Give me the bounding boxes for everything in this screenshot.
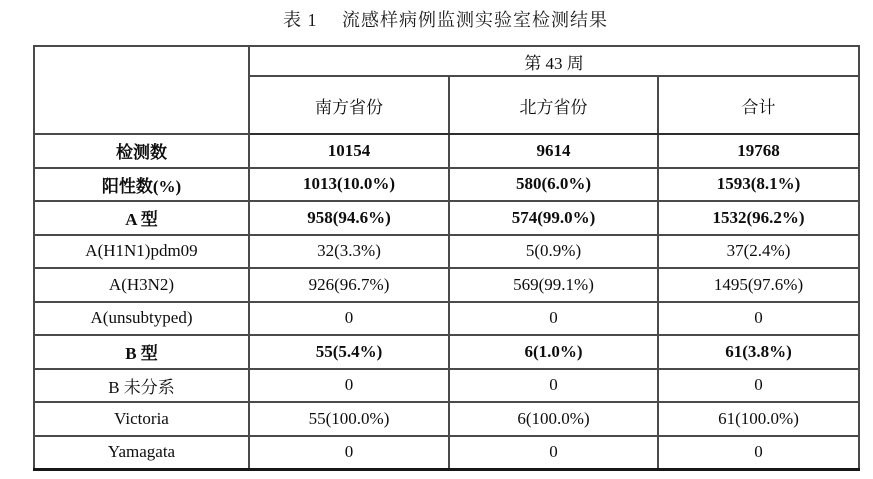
table-row bbox=[34, 302, 859, 336]
table-row bbox=[34, 268, 859, 302]
row-label: Victoria bbox=[34, 402, 249, 436]
corner-cell bbox=[34, 46, 249, 134]
cell-value: 32(3.3%) bbox=[249, 235, 449, 269]
cell-value: 6(1.0%) bbox=[449, 335, 658, 369]
table-row bbox=[34, 402, 859, 436]
cell-value: 5(0.9%) bbox=[449, 235, 658, 269]
cell-value: 0 bbox=[249, 369, 449, 403]
cell-value: 0 bbox=[249, 436, 449, 470]
column-header-south: 南方省份 bbox=[249, 76, 449, 134]
cell-value: 37(2.4%) bbox=[658, 235, 859, 269]
cell-value: 1532(96.2%) bbox=[658, 201, 859, 235]
row-label: A(H1N1)pdm09 bbox=[34, 235, 249, 269]
cell-value: 1495(97.6%) bbox=[658, 268, 859, 302]
cell-value: 1013(10.0%) bbox=[249, 168, 449, 202]
table-row bbox=[34, 369, 859, 403]
row-label: A(H3N2) bbox=[34, 268, 249, 302]
column-header-north: 北方省份 bbox=[449, 76, 658, 134]
cell-value: 0 bbox=[449, 302, 658, 336]
cell-value: 574(99.0%) bbox=[449, 201, 658, 235]
row-label: A 型 bbox=[34, 201, 249, 235]
cell-value: 580(6.0%) bbox=[449, 168, 658, 202]
cell-value: 0 bbox=[249, 302, 449, 336]
table-row bbox=[34, 235, 859, 269]
cell-value: 9614 bbox=[449, 134, 658, 168]
cell-value: 61(3.8%) bbox=[658, 335, 859, 369]
row-label: 阳性数(%) bbox=[34, 168, 249, 202]
row-label: A(unsubtyped) bbox=[34, 302, 249, 336]
cell-value: 6(100.0%) bbox=[449, 402, 658, 436]
surveillance-table bbox=[33, 45, 860, 471]
cell-value: 0 bbox=[658, 302, 859, 336]
column-header-total: 合计 bbox=[658, 76, 859, 134]
row-label: Yamagata bbox=[34, 436, 249, 470]
table-row bbox=[34, 436, 859, 470]
row-label: B 未分系 bbox=[34, 369, 249, 403]
cell-value: 55(5.4%) bbox=[249, 335, 449, 369]
row-label: B 型 bbox=[34, 335, 249, 369]
table-row bbox=[34, 134, 859, 168]
cell-value: 10154 bbox=[249, 134, 449, 168]
cell-value: 1593(8.1%) bbox=[658, 168, 859, 202]
table-row bbox=[34, 335, 859, 369]
row-label: 检测数 bbox=[34, 134, 249, 168]
table-header-week-row bbox=[34, 46, 859, 76]
cell-value: 0 bbox=[658, 369, 859, 403]
cell-value: 61(100.0%) bbox=[658, 402, 859, 436]
cell-value: 0 bbox=[449, 436, 658, 470]
week-header: 第 43 周 bbox=[249, 46, 859, 76]
cell-value: 55(100.0%) bbox=[249, 402, 449, 436]
cell-value: 926(96.7%) bbox=[249, 268, 449, 302]
table-title: 表 1 流感样病例监测实验室检测结果 bbox=[283, 10, 608, 30]
cell-value: 19768 bbox=[658, 134, 859, 168]
table-row bbox=[34, 201, 859, 235]
cell-value: 569(99.1%) bbox=[449, 268, 658, 302]
cell-value: 0 bbox=[449, 369, 658, 403]
cell-value: 0 bbox=[658, 436, 859, 470]
table-row bbox=[34, 168, 859, 202]
cell-value: 958(94.6%) bbox=[249, 201, 449, 235]
